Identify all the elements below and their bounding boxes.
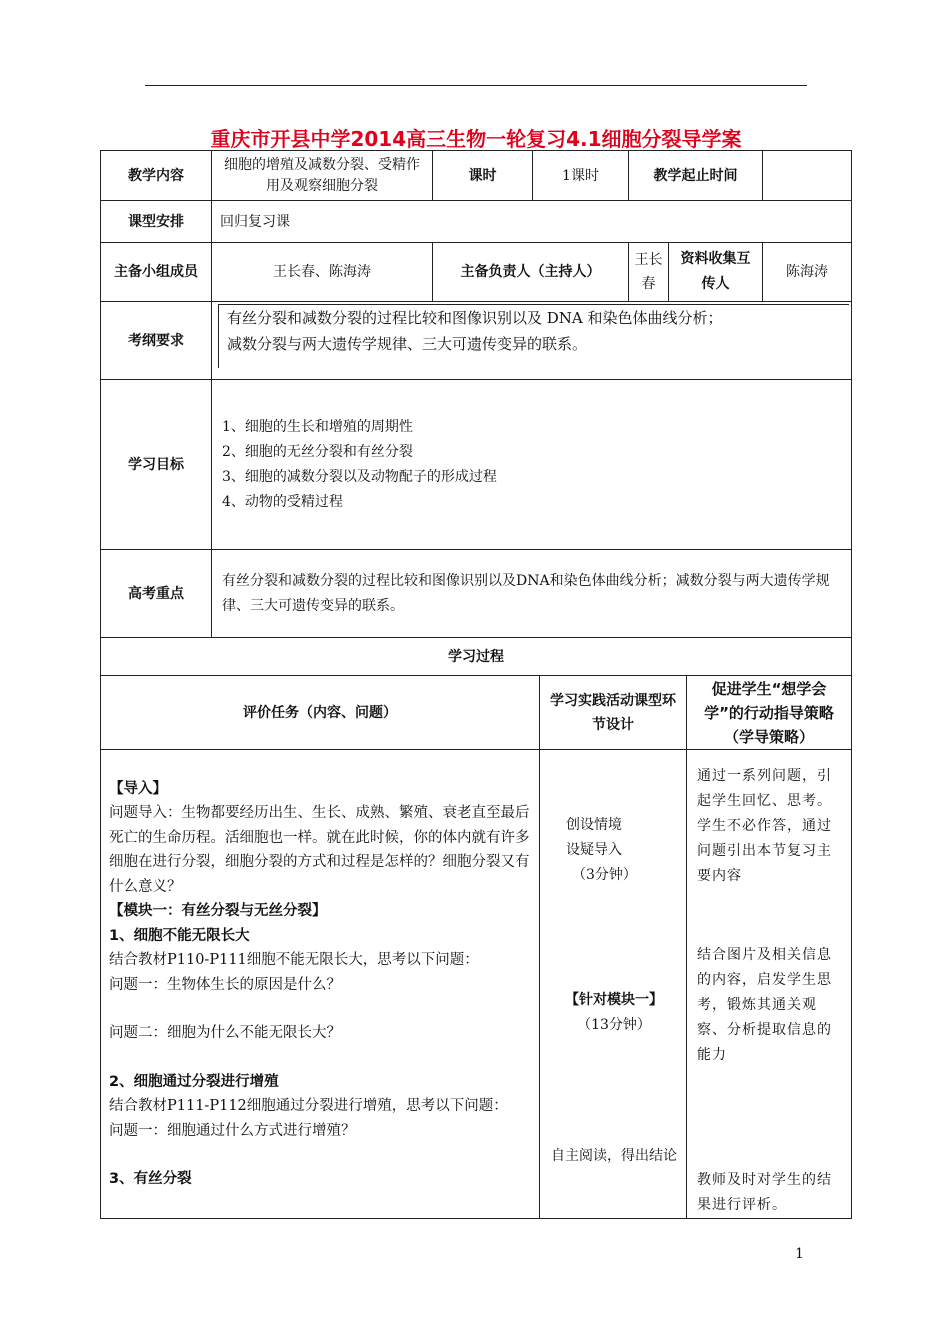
strategy-cell — [687, 750, 852, 1219]
teaching-content-label: 教学内容 — [101, 151, 212, 201]
activity-self-reading: 自主阅读，得出结论 — [551, 1148, 677, 1164]
period-label: 课时 — [433, 151, 533, 201]
section2-question1: 问题一：细胞通过什么方式进行增殖？ — [109, 1122, 356, 1139]
goal-item: 2、细胞的无丝分裂和有丝分裂 — [222, 443, 413, 460]
activity-time-13: （13分钟） — [577, 1017, 651, 1033]
syllabus-label: 考纲要求 — [101, 302, 212, 380]
key-points-label: 高考重点 — [101, 550, 212, 638]
goal-item: 3、细胞的减数分裂以及动物配子的形成过程 — [222, 468, 497, 485]
section2-text: 结合教材P111-P112细胞通过分裂进行增殖，思考以下问题： — [109, 1098, 508, 1114]
header-rule — [145, 85, 807, 86]
time-label: 教学起止时间 — [629, 151, 763, 201]
col-header-tasks: 评价任务（内容、问题） — [101, 676, 540, 750]
intro-text: 问题导入：生物都要经历出生、生长、成熟、繁殖、衰老直至最后死亡的生命历程。活细胞也一样。就在此时候，你的体内就有许多细胞在进行分裂，细胞分裂的方式和过程是怎样的？细胞分裂又有什么意义？ — [109, 805, 530, 895]
members-label: 主备小组成员 — [101, 243, 212, 302]
strategy-intro: 通过一系列问题，引起学生回忆、思考。学生不必作答，通过问题引出本节复习主要内容 — [697, 768, 832, 884]
section1-title: 1、细胞不能无限长大 — [109, 927, 250, 944]
goal-item: 4、动物的受精过程 — [222, 493, 343, 510]
activity-time-3: （3分钟） — [572, 867, 637, 883]
collector-value: 陈海涛 — [763, 243, 852, 302]
process-table — [100, 637, 852, 1219]
section1-text: 结合教材P110-P111细胞不能无限长大，思考以下问题： — [109, 952, 479, 968]
collector-label: 资料收集互传人 — [669, 243, 763, 302]
syllabus-line-2: 减数分裂与两大遗传学规律、三大可遗传变异的联系。 — [227, 335, 588, 353]
goals-label: 学习目标 — [101, 380, 212, 550]
task-cell — [101, 750, 540, 1219]
teaching-content-value: 细胞的增殖及减数分裂、受精作用及观察细胞分裂 — [212, 151, 433, 201]
info-table — [100, 150, 852, 638]
syllabus-line-1: 有丝分裂和减数分裂的过程比较和图像识别以及 DNA 和染色体曲线分析； — [227, 309, 723, 327]
process-header: 学习过程 — [101, 638, 852, 676]
section1-question2: 问题二：细胞为什么不能无限长大？ — [109, 1025, 341, 1041]
activity-set-question: 设疑导入 — [566, 842, 622, 858]
owner-value — [629, 243, 669, 302]
key-points-text: 有丝分裂和减数分裂的过程比较和图像识别以及DNA和染色体曲线分析；减数分裂与两大遗传学规律、三大可遗传变异的联系。 — [212, 550, 852, 638]
goal-item: 1、细胞的生长和增殖的周期性 — [222, 418, 413, 435]
module1-heading: 【模块一：有丝分裂与无丝分裂】 — [109, 903, 327, 919]
col-header-activities: 学习实践活动课型环节设计 — [540, 676, 687, 750]
strategy-module1: 结合图片及相关信息的内容，启发学生思考，锻炼其通关观察、分析提取信息的能力 — [697, 947, 832, 1063]
syllabus-text-box — [218, 304, 849, 368]
time-value — [763, 151, 852, 201]
activity-cell — [540, 750, 687, 1219]
syllabus-cell — [212, 302, 852, 380]
section2-title: 2、细胞通过分裂进行增殖 — [109, 1073, 279, 1090]
intro-heading: 【导入】 — [109, 780, 167, 797]
document-title: 重庆市开县中学2014高三生物一轮复习4.1细胞分裂导学案 — [210, 127, 742, 151]
lesson-type-label: 课型安排 — [101, 201, 212, 243]
activity-create-scene: 创设情境 — [566, 817, 622, 833]
page-number: 1 — [795, 1246, 804, 1262]
section1-question1: 问题一：生物体生长的原因是什么？ — [109, 976, 341, 993]
section3-title: 3、有丝分裂 — [109, 1171, 192, 1187]
owner-label: 主备负责人（主持人） — [433, 243, 629, 302]
strategy-evaluation: 教师及时对学生的结果进行评析。 — [697, 1172, 832, 1213]
col-header-strategies: 促进学生“想学会学”的行动指导策略（学导策略） — [687, 676, 852, 750]
period-value: 1课时 — [533, 151, 629, 201]
activity-module1: 【针对模块一】 — [565, 992, 663, 1008]
owner-name: 王长春 — [634, 252, 663, 292]
goals-list — [212, 380, 852, 550]
lesson-type-value: 回归复习课 — [212, 201, 852, 243]
members-value: 王长春、陈海涛 — [212, 243, 433, 302]
